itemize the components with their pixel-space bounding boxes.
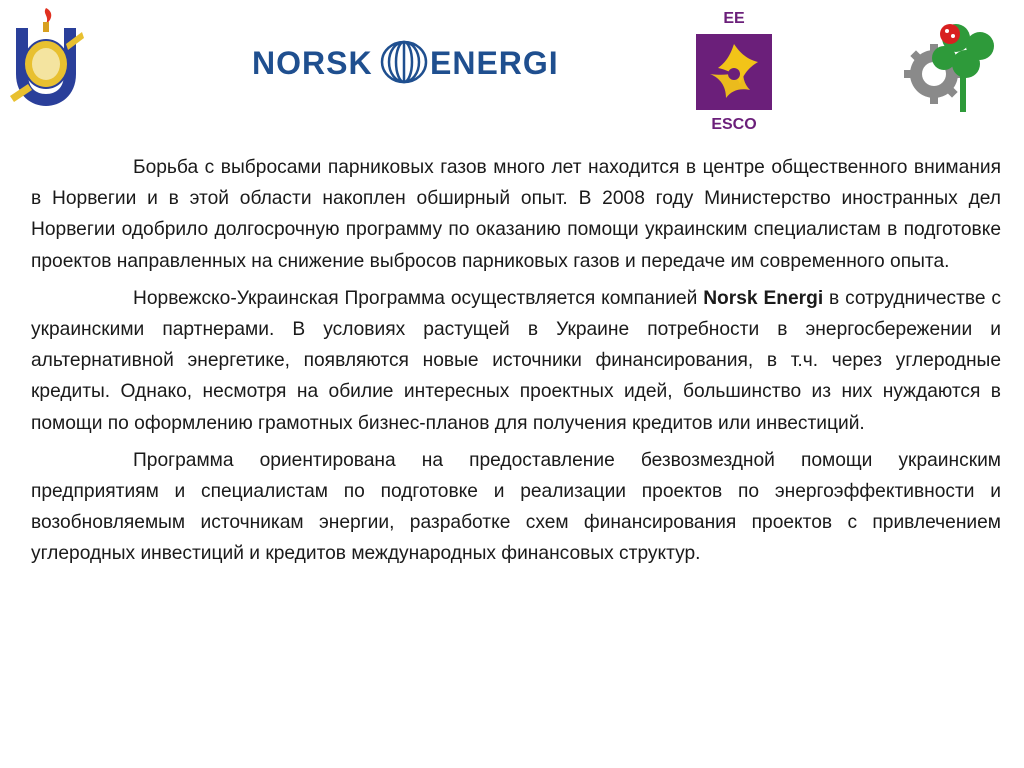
esco-label: ESCO <box>711 116 757 133</box>
company-name: Norsk Energi <box>703 287 824 309</box>
university-logo <box>6 4 88 110</box>
paragraph-1: Борьба с выбросами парниковых газов много лет находится в центре общественного внимания в Норвегии и в этой области накоплен обширный опыт. В 2008 году Министерство иностранных дел Норвегии одобрило долгосрочную программу по оказанию помощи украинским специалистам в подготовке проектов направленных на снижение выбросов парниковых газов и передаче им современного опыта. <box>31 157 1001 272</box>
clover-gear-logo <box>904 6 1004 114</box>
paragraph-3: Программа ориентирована на предоставление безвозмездной помощи украинским предприятиям и специалистам по подготовке и реализации проектов по энергоэффективности и возобновляемым источникам энергии, разработке схем финансирования проектов с привлечением углеродных инвестиций и кредитов международных финансовых структур. <box>31 449 1001 565</box>
ee-esco-logo <box>692 8 776 136</box>
university-crest-icon <box>6 4 88 110</box>
ee-label: EE <box>723 10 745 27</box>
norsk-energi-wordmark <box>252 36 572 86</box>
paragraph-2: Норвежско-Украинская Программа осуществляется компанией Norsk Energi в сотрудничестве с украинскими партнерами. В условиях растущей в Украине потребности в энергосбережении и альтернативной энергетике, появляются новые источники финансирования, в т.ч. через углеродные кредиты. Однако, несмотря на обилие интересных проектных идей, большинство из них нуждаются в помощи по оформлению грамотных бизнес-планов для получения кредитов или инвестиций. <box>31 287 1001 434</box>
clover-gear-icon <box>904 6 1004 114</box>
svg-text:ENERGI: ENERGI <box>430 45 559 81</box>
svg-text:NORSK: NORSK <box>252 45 373 81</box>
ee-esco-star-icon <box>696 34 772 110</box>
norsk-energi-logo <box>252 36 572 86</box>
body-text <box>31 152 1001 576</box>
